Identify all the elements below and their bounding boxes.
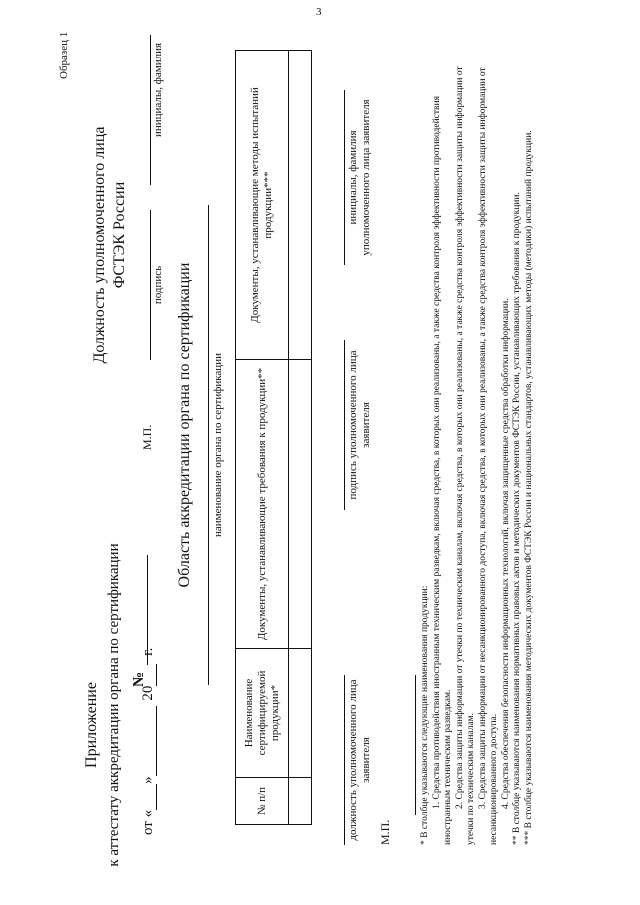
table-header-row [236,51,289,825]
official-initials-caption: инициалы, фамилия [152,42,164,138]
year-line [142,664,157,686]
area-title: Область аккредитации органа по сертификации [176,262,193,588]
date-row [140,648,157,835]
header-product: Наименование сертифицируемой продукции* [236,649,289,778]
footnotes [420,45,535,845]
table-cell [289,649,312,778]
appendix-title: Приложение [83,682,100,768]
day-line [142,784,157,810]
applicant-signature-line [344,340,345,510]
official-signature-line [150,210,151,360]
org-name-caption: наименование органа по сертификации [212,353,224,537]
year-prefix: 20 [140,685,156,701]
applicant-position-caption: должность уполномоченного лица заявителя [347,679,372,841]
sample-label: Образец 1 [58,31,70,79]
page-number: 3 [316,6,322,18]
date-mid: » [140,776,156,784]
applicant-initials-caption: инициалы, фамилия уполномоченного лица заявителя [347,99,372,256]
note-item-1: 1. Средства противодействия иностранным техническим разведкам, включая средства, в которых они реализованы, а также средства контроля эффективности противодействия иностранным техническим разведкам. [431,96,453,845]
org-name-line [208,205,209,685]
official-org: ФСТЭК России [111,181,128,289]
header-test-methods: Документы, устанавливающие методы испытаний продукции*** [236,51,289,360]
table-cell [289,51,312,360]
month-line [142,706,157,776]
applicant-signature-caption: подпись уполномоченного лица заявителя [347,350,372,500]
official-title: Должность уполномоченного лица [91,126,108,364]
note-test-methods: *** В столбце указываются наименования методических документов ФСТЭК России и национальных стандартов, устанавливающих методы (методики) испытаний продукции. [523,130,534,845]
note-item-3: 3. Средства защиты информации от несанкционированного доступа, включая средства, в которых они реализованы, а также средства контроля эффективности защиты информации от несанкционированного доступа. [477,67,499,845]
year-suffix: г. [140,647,156,656]
date-prefix: от « [140,809,156,835]
table-row [289,51,312,825]
header-requirements: Документы, устанавливающие требования к продукции** [236,360,289,649]
note-requirements: ** В столбце указываются наименования нормативных правовых актов и методических документов ФСТЭК России, устанавливающих требования к продукции. [512,192,522,845]
official-initials-line [150,35,151,185]
accreditation-table [235,50,312,825]
table-cell [289,360,312,649]
applicant-stamp-label: М.П. [378,819,392,845]
applicant-position-line [344,675,345,845]
note-item-4: 4. Средства обеспечения безопасности информационных технологий, включая защищенные средства обработки информации. [500,298,511,809]
header-number: № п/п [236,778,289,825]
table-cell [289,778,312,825]
stamp-label: М.П. [140,424,154,450]
notes-separator [415,675,416,815]
note-intro: * В столбце указываются следующие наименования продукции: [420,585,430,845]
appendix-subtitle: к аттестату аккредитации органа по сертификации [106,543,122,867]
applicant-initials-line [344,90,345,265]
official-signature-caption: подпись [152,265,164,305]
note-item-2: 2. Средства защиты информации от утечки по техническим каналам, включая средства, в которых они реализованы, а также средства контроля эффективности защиты информации от утечки по техническим каналам. [454,66,476,845]
number-label: № [131,671,147,687]
